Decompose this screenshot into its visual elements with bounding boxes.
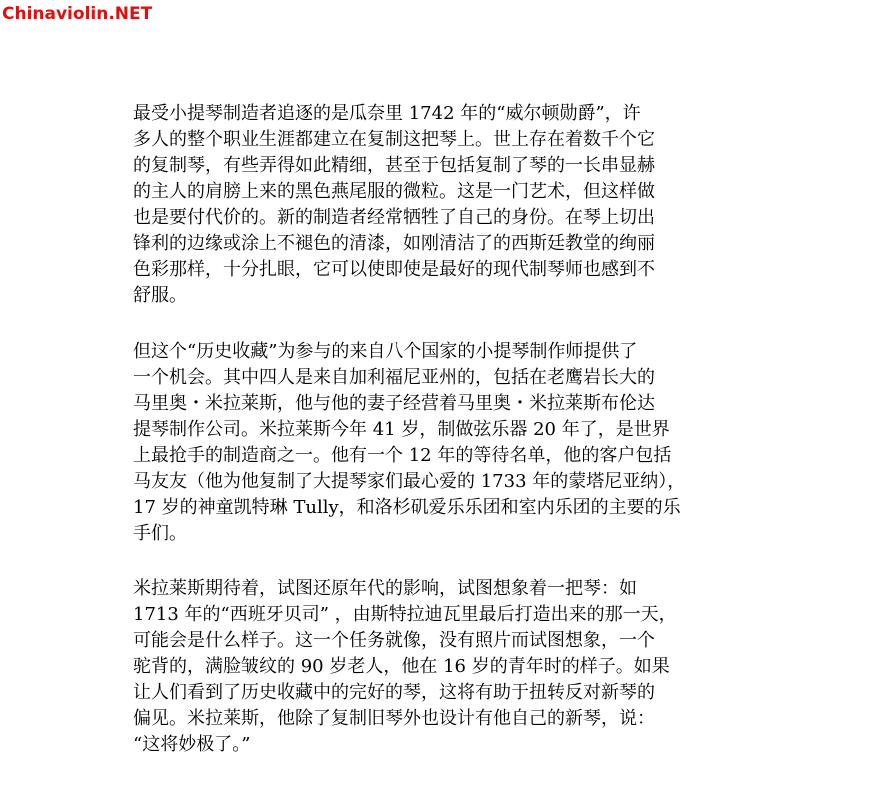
- text-line: 17 岁的神童凯特琳 Tully，和洛杉矶爱乐乐团和室内乐团的主要的乐: [133, 497, 681, 518]
- text-line: 偏见。米拉莱斯，他除了复制旧琴外也设计有他自己的新琴，说：: [133, 708, 655, 729]
- text-line: 也是要付代价的。新的制造者经常牺牲了自己的身份。在琴上切出: [133, 207, 655, 228]
- text-line: 色彩那样，十分扎眼，它可以使即使是最好的现代制琴师也感到不: [133, 259, 655, 280]
- text-line: 驼背的，满脸皱纹的 90 岁老人，他在 16 岁的青年时的样子。如果: [133, 656, 670, 677]
- text-line: 一个机会。其中四人是来自加利福尼亚州的，包括在老鹰岩长大的: [133, 367, 655, 388]
- text-line: 舒服。: [133, 285, 187, 306]
- text-line: 多人的整个职业生涯都建立在复制这把琴上。世上存在着数千个它: [133, 129, 655, 150]
- text-line: 1713 年的“西班牙贝司” ，由斯特拉迪瓦里最后打造出来的那一天，: [133, 604, 677, 625]
- paragraph-3: [133, 576, 677, 758]
- text-line: 最受小提琴制造者追逐的是瓜奈里 1742 年的“威尔顿勋爵”，许: [133, 103, 641, 124]
- text-line: 让人们看到了历史收藏中的完好的琴，这将有助于扭转反对新琴的: [133, 682, 655, 703]
- text-line: 但这个“历史收藏”为参与的来自八个国家的小提琴制作师提供了: [133, 341, 638, 362]
- text-line: 的主人的肩膀上来的黑色燕尾服的微粒。这是一门艺术，但这样做: [133, 181, 655, 202]
- text-line: 可能会是什么样子。这一个任务就像，没有照片而试图想象，一个: [133, 630, 655, 651]
- text-line: 的复制琴，有些弄得如此精细，甚至于包括复制了琴的一长串显赫: [133, 155, 655, 176]
- paragraph-1: [133, 101, 655, 309]
- text-line: 马里奥・米拉莱斯，他与他的妻子经营着马里奥・米拉莱斯布伦达: [133, 393, 655, 414]
- text-line: 米拉莱斯期待着，试图还原年代的影响，试图想象着一把琴：如: [133, 578, 637, 599]
- paragraph-2: [133, 339, 685, 547]
- text-line: 手们。: [133, 523, 187, 544]
- text-line: 马友友（他为他复制了大提琴家们最心爱的 1733 年的蒙塔尼亚纳），: [133, 471, 686, 492]
- text-line: 锋利的边缘或涂上不褪色的清漆，如刚清洁了的西斯廷教堂的绚丽: [133, 233, 655, 254]
- text-line: 上最抢手的制造商之一。他有一个 12 年的等待名单，他的客户包括: [133, 445, 672, 466]
- site-watermark: Chinaviolin.NET: [2, 4, 153, 24]
- text-line: 提琴制作公司。米拉莱斯今年 41 岁，制做弦乐器 20 年了，是世界: [133, 419, 670, 440]
- text-line: “这将妙极了。”: [133, 734, 251, 755]
